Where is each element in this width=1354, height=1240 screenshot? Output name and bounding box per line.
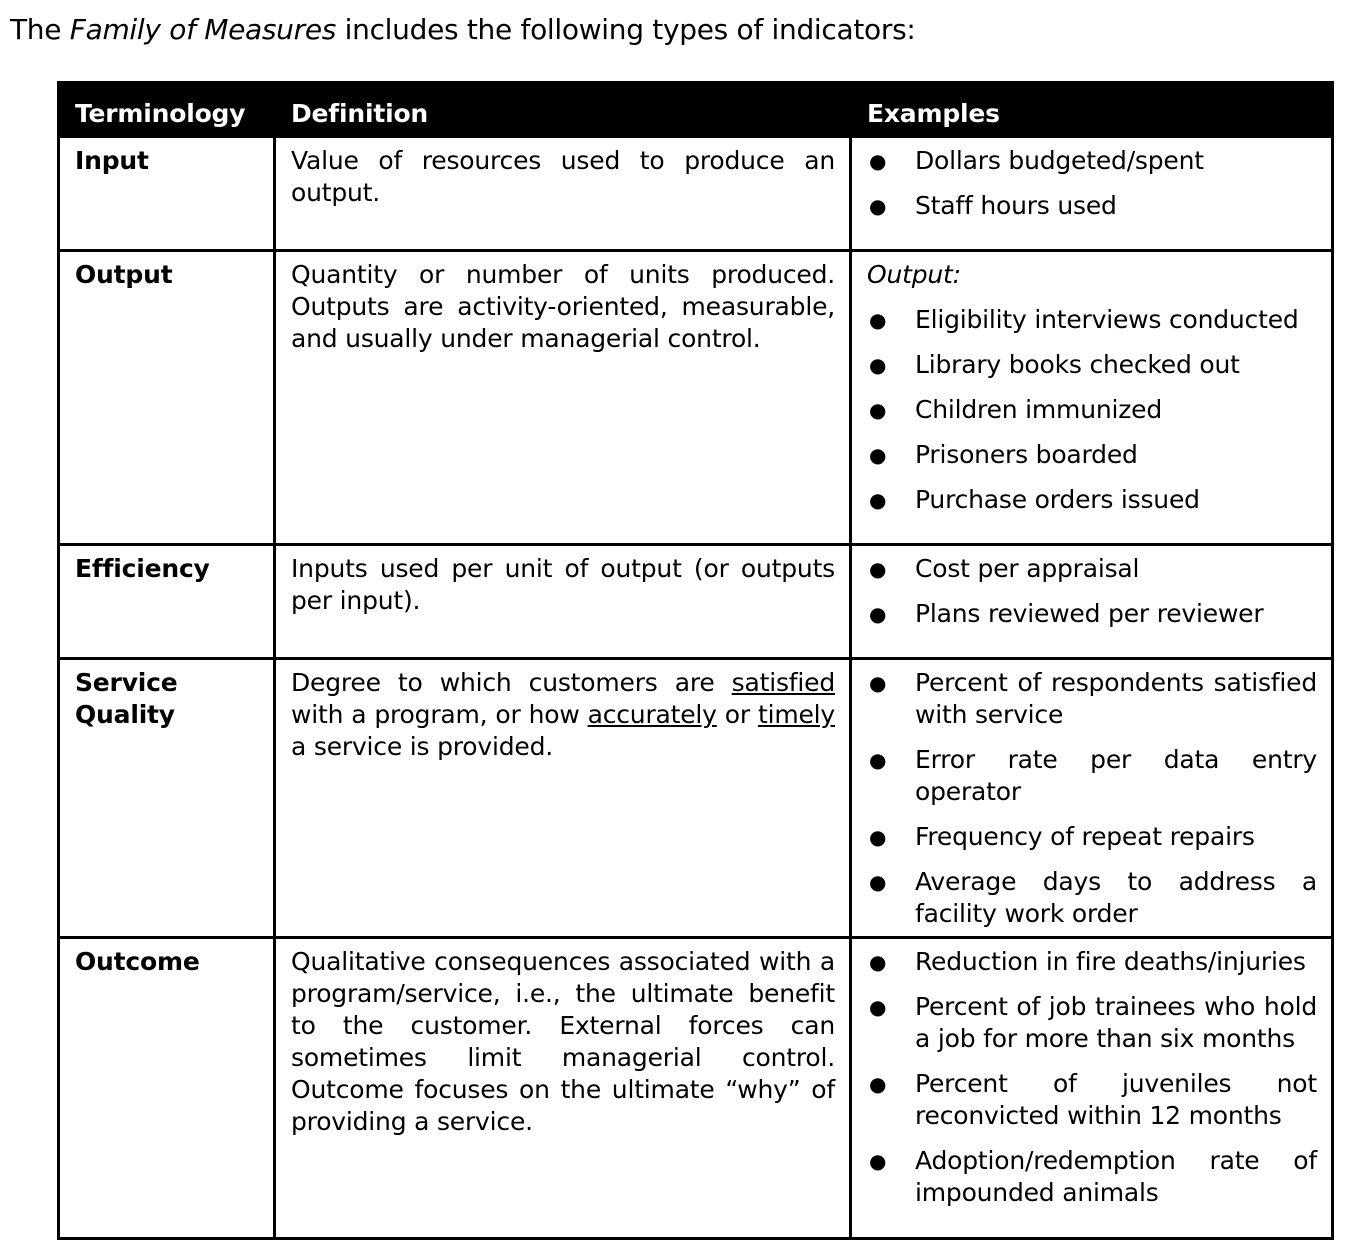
- list-item: ● Cost per appraisal: [869, 554, 1140, 583]
- bullet-icon: ●: [869, 557, 887, 581]
- bullet-icon: ●: [869, 488, 887, 512]
- bullet-icon: ●: [869, 671, 887, 695]
- definition-cell: Degree to which customers are satisfied with a program, or how accurately or timely a service is provided.: [275, 659, 851, 938]
- list-item: ● Dollars budgeted/spent: [869, 146, 1204, 175]
- bullet-icon: ●: [869, 353, 887, 377]
- table-row-service-quality: [59, 659, 1333, 938]
- definition-cell: Value of resources used to produce an output.: [275, 137, 851, 251]
- examples-cell: [851, 545, 1333, 659]
- term-cell: Output: [59, 251, 275, 545]
- examples-list: [867, 145, 1317, 222]
- bullet-icon: ●: [869, 308, 887, 332]
- examples-sublabel: Output:: [867, 260, 961, 289]
- term-cell: Input: [59, 137, 275, 251]
- bullet-icon: ●: [869, 149, 887, 173]
- examples-list: [867, 553, 1317, 630]
- list-item: ● Percent of job trainees who hold a job for more than six months: [869, 992, 1317, 1053]
- bullet-icon: ●: [869, 825, 887, 849]
- table-row-output: [59, 251, 1333, 545]
- list-item: ● Library books checked out: [869, 350, 1240, 379]
- table-row-outcome: [59, 938, 1333, 1239]
- list-item: ● Purchase orders issued: [869, 485, 1200, 514]
- intro-emphasis: Family of Measures: [69, 13, 337, 46]
- examples-list: [867, 946, 1317, 1209]
- list-item: ● Adoption/redemption rate of impounded animals: [869, 1146, 1317, 1207]
- term-cell: Outcome: [59, 938, 275, 1239]
- term-cell: Service Quality: [59, 659, 275, 938]
- list-item: ● Plans reviewed per reviewer: [869, 599, 1264, 628]
- bullet-icon: ●: [869, 870, 887, 894]
- list-item: ● Percent of juveniles not reconvicted within 12 months: [869, 1069, 1317, 1130]
- list-item: ● Percent of respondents satisfied with service: [869, 668, 1317, 729]
- header-terminology: Terminology: [59, 83, 275, 137]
- list-item: ● Reduction in fire deaths/injuries: [869, 947, 1306, 976]
- list-item: ● Frequency of repeat repairs: [869, 822, 1255, 851]
- examples-list: [867, 304, 1317, 516]
- intro-sentence: [10, 10, 916, 50]
- bullet-icon: ●: [869, 194, 887, 218]
- table-row-efficiency: [59, 545, 1333, 659]
- bullet-icon: ●: [869, 950, 887, 974]
- bullet-icon: ●: [869, 1149, 887, 1173]
- list-item: ● Children immunized: [869, 395, 1163, 424]
- intro-suffix: includes the following types of indicators:: [336, 13, 916, 46]
- list-item: ● Prisoners boarded: [869, 440, 1138, 469]
- header-examples: Examples: [851, 83, 1333, 137]
- definition-cell: Inputs used per unit of output (or outputs per input).: [275, 545, 851, 659]
- table-row-input: [59, 137, 1333, 251]
- bullet-icon: ●: [869, 602, 887, 626]
- intro-prefix: The: [10, 13, 70, 46]
- definition-cell: Qualitative consequences associated with a program/service, i.e., the ultimate benefit to the customer. External forces can sometimes limit managerial control. Outcome focuses on the ultimate “why” of providing a service.: [275, 938, 851, 1239]
- examples-cell: [851, 137, 1333, 251]
- examples-cell: [851, 938, 1333, 1239]
- term-cell: Efficiency: [59, 545, 275, 659]
- family-of-measures-table: [57, 81, 1334, 1240]
- list-item: ● Average days to address a facility work order: [869, 867, 1317, 928]
- bullet-icon: ●: [869, 398, 887, 422]
- bullet-icon: ●: [869, 1072, 887, 1096]
- list-item: ● Staff hours used: [869, 191, 1117, 220]
- header-definition: Definition: [275, 83, 851, 137]
- list-item: ● Eligibility interviews conducted: [869, 305, 1299, 334]
- bullet-icon: ●: [869, 748, 887, 772]
- bullet-icon: ●: [869, 995, 887, 1019]
- examples-cell: [851, 251, 1333, 545]
- list-item: ● Error rate per data entry operator: [869, 745, 1317, 806]
- table-header-row: [59, 83, 1333, 137]
- examples-list: [867, 667, 1317, 930]
- bullet-icon: ●: [869, 443, 887, 467]
- examples-cell: [851, 659, 1333, 938]
- definition-cell: Quantity or number of units produced. Outputs are activity-oriented, measurable, and usually under managerial control.: [275, 251, 851, 545]
